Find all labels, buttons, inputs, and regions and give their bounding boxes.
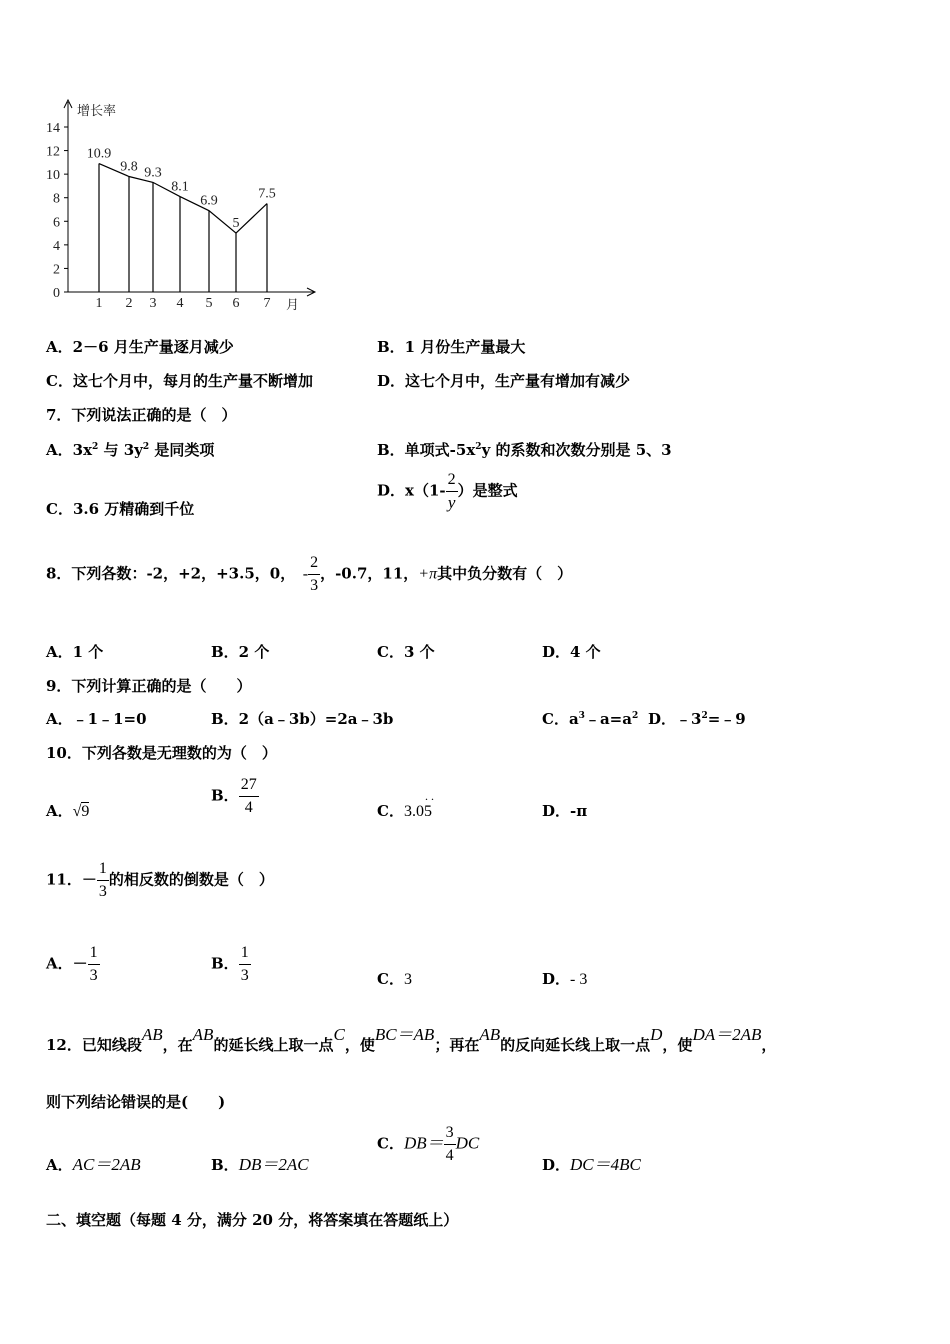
q9-option-b: B．2（a﹣3b）=2a﹣3b	[211, 710, 394, 728]
q12-option-d: D．DC＝4BC	[542, 1155, 641, 1174]
q10-option-d: D．-π	[542, 802, 588, 820]
q12-option-a: A．AC＝2AB	[46, 1155, 141, 1174]
data-label: 9.3	[144, 165, 162, 181]
data-label: 5	[232, 216, 240, 232]
q7-option-d: D．x（1- $\frac{2}{y}$ ）是整式	[377, 471, 518, 512]
q9-option-a: A．﹣1﹣1=0	[46, 710, 147, 728]
q8-option-b: B．2 个	[211, 643, 270, 661]
x-tick-label: 4	[176, 296, 184, 311]
q11-option-b: B． $\frac{1}{3}$	[211, 944, 249, 984]
q8-option-a: A．1 个	[46, 643, 104, 661]
y-tick-label: 2	[53, 262, 60, 278]
x-tick-label: 3	[149, 296, 157, 311]
y-tick-label: 6	[53, 215, 60, 231]
data-label: 8.1	[171, 179, 189, 195]
q10-option-b: B． $\frac{27}{4}$	[211, 776, 257, 816]
chart-axes	[64, 100, 315, 296]
y-tick-label: 10	[46, 168, 60, 184]
q8-option-c: C．3 个	[377, 643, 435, 661]
q8-option-d: D．4 个	[542, 643, 601, 661]
q11-option-a: A．－ $\frac{1}{3}$	[46, 944, 98, 984]
x-tick-label: 7	[263, 296, 271, 311]
q12-stem: 12．已知线段AB，在AB的延长线上取一点C，使BC＝AB；再在AB的反向延长线上取一点D，使DA＝2AB，	[46, 1025, 777, 1054]
q10-stem: 10．下列各数是无理数的为（ ）	[46, 744, 277, 762]
x-tick-label: 5	[205, 296, 213, 311]
y-tick-label: 0	[53, 286, 60, 301]
q12-question: 则下列结论错误的是( )	[46, 1093, 226, 1111]
q9-option-d: D．$﹣3^2=﹣9$	[648, 710, 746, 728]
q6-option-c: C．这七个月中，每月的生产量不断增加	[46, 372, 313, 390]
q12-option-b: B．DB＝2AC	[211, 1155, 309, 1174]
repeating-dots: . .	[425, 789, 434, 803]
x-tick-label: 6	[232, 296, 240, 311]
q10-option-c: C．3.05 . .	[377, 789, 434, 820]
data-label: 7.5	[258, 186, 276, 202]
q11-stem: 11．－ $\frac{1}{3}$ 的相反数的倒数是（ ）	[46, 860, 274, 900]
q8-stem: 8．下列各数：-2，+2，+3.5，0， - $\frac{2}{3}$ ，-0.7，11，+π其中负分数有（ ）	[46, 554, 573, 594]
growth-rate-chart	[30, 92, 330, 322]
q6-option-b: B．1 月份生产量最大	[377, 338, 526, 356]
q7-option-a: A．$3x^2$ 与 $3y^2$ 是同类项	[46, 441, 215, 459]
q7-option-c: C．3.6 万精确到千位	[46, 500, 195, 518]
x-tick-label: 2	[125, 296, 133, 311]
data-label: 10.9	[86, 146, 112, 162]
q11-option-c: C．3	[377, 970, 412, 988]
y-tick-label: 8	[53, 191, 60, 207]
y-tick-label: 14	[46, 121, 60, 136]
q12-option-c: C．DB＝ $\frac{3}{4}$ DC	[377, 1124, 480, 1164]
sqrt-symbol: √	[72, 803, 82, 820]
section-2-heading: 二、填空题（每题 4 分，满分 20 分，将答案填在答题纸上）	[46, 1211, 459, 1229]
data-label: 9.8	[120, 159, 138, 175]
q10-option-a: A．√9	[46, 802, 90, 820]
y-tick-label: 12	[46, 144, 60, 160]
q7-stem: 7．下列说法正确的是（ ）	[46, 406, 237, 424]
q9-option-c: C．$a^3﹣a=a^2$	[542, 710, 639, 728]
q9-stem: 9．下列计算正确的是（ ）	[46, 677, 252, 695]
y-axis-label: 增长率	[77, 104, 117, 119]
q6-option-a: A．2－6 月生产量逐月减少	[46, 338, 234, 356]
q6-option-d: D．这七个月中，生产量有增加有减少	[377, 372, 631, 390]
x-tick-label: 1	[95, 296, 103, 311]
x-axis-label: 月	[286, 298, 300, 313]
q7-option-b: B．单项式$-5x^2y$ 的系数和次数分别是 5、3	[377, 441, 672, 459]
y-tick-label: 4	[53, 238, 60, 254]
q11-option-d: D．- 3	[542, 970, 588, 988]
data-label: 6.9	[200, 193, 218, 209]
